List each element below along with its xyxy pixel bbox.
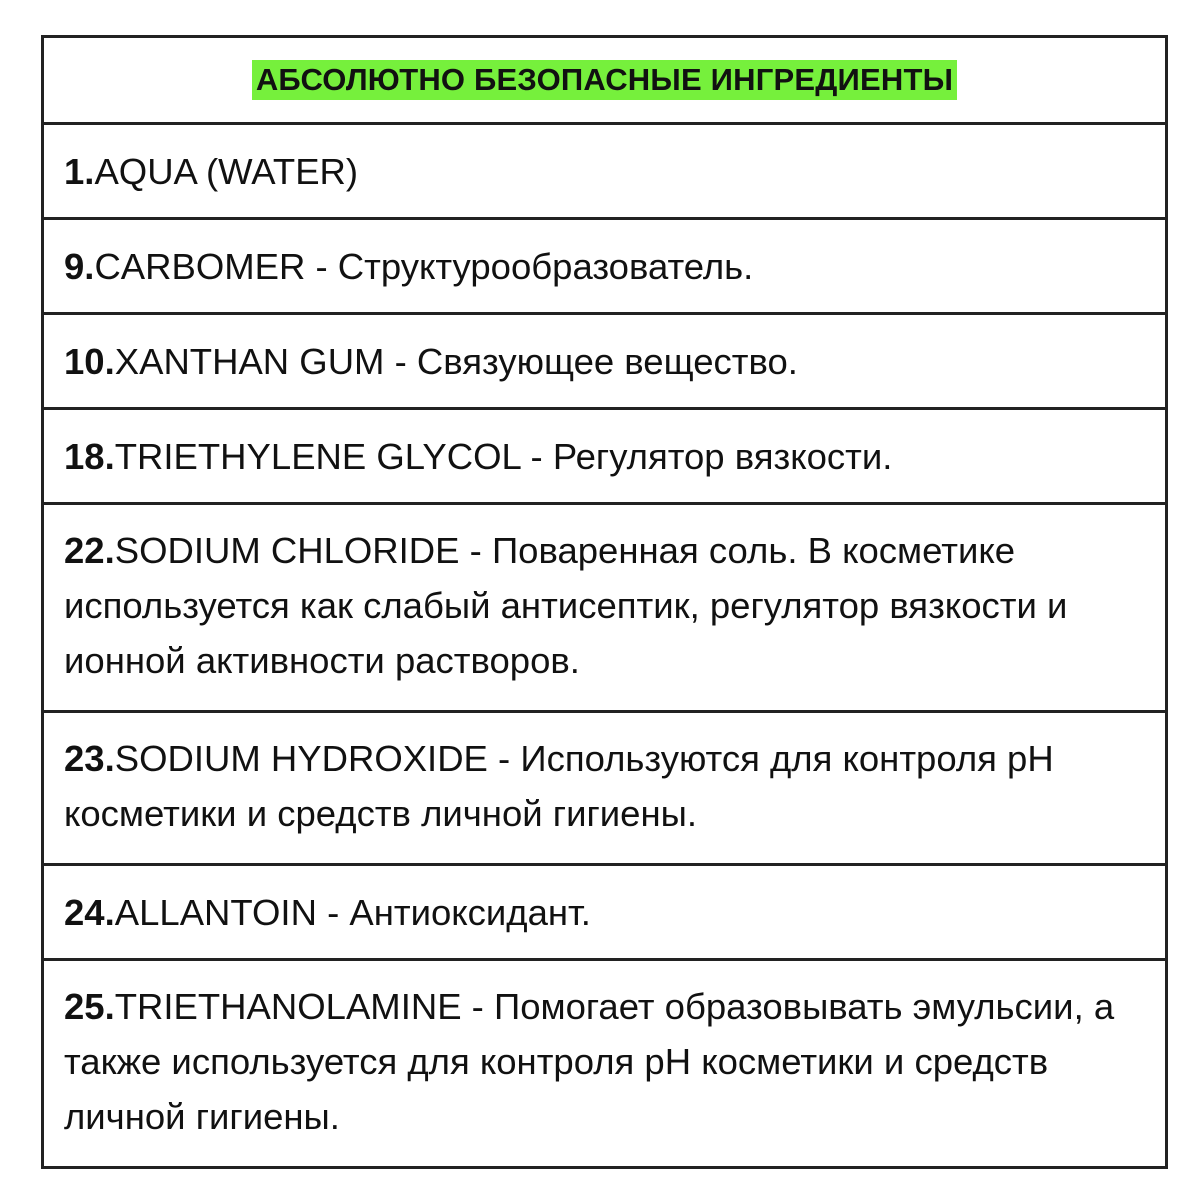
table-row xyxy=(44,958,1165,1166)
row-text: SODIUM HYDROXIDE - Используются для контроля pH косметики и средств личной гигиены. xyxy=(64,738,1054,834)
row-number: 23. xyxy=(64,738,115,779)
row-content xyxy=(64,239,753,294)
ingredients-table xyxy=(41,35,1168,1169)
table-row xyxy=(44,217,1165,312)
table-row xyxy=(44,710,1165,863)
row-text: TRIETHANOLAMINE - Помогает образовывать эмульсии, а также используется для контроля pH косметики и средств личной гигиены. xyxy=(64,986,1115,1137)
row-content xyxy=(64,523,1145,688)
table-row xyxy=(44,312,1165,407)
row-number: 10. xyxy=(64,340,115,382)
table-title: АБСОЛЮТНО БЕЗОПАСНЫЕ ИНГРЕДИЕНТЫ xyxy=(252,60,957,100)
row-content xyxy=(64,144,358,199)
table-row xyxy=(44,407,1165,502)
row-content xyxy=(64,979,1145,1144)
row-text: TRIETHYLENE GLYCOL - Регулятор вязкости. xyxy=(114,435,893,477)
row-content xyxy=(64,885,591,940)
row-number: 18. xyxy=(64,435,115,477)
table-row xyxy=(44,502,1165,710)
row-text: SODIUM CHLORIDE - Поваренная соль. В косметике используется как слабый антисептик, регулятор вязкости и ионной активности растворов. xyxy=(64,530,1068,681)
row-number: 9. xyxy=(64,245,95,287)
table-header xyxy=(44,38,1165,122)
table-row xyxy=(44,122,1165,217)
row-content xyxy=(64,334,798,389)
row-text: XANTHAN GUM - Связующее вещество. xyxy=(114,340,798,382)
row-content xyxy=(64,429,892,484)
row-number: 22. xyxy=(64,530,115,571)
row-number: 25. xyxy=(64,986,115,1027)
row-number: 1. xyxy=(64,150,95,192)
row-text: CARBOMER - Структурообразователь. xyxy=(94,245,754,287)
row-number: 24. xyxy=(64,891,115,933)
table-row xyxy=(44,863,1165,958)
row-content xyxy=(64,731,1145,841)
row-text: AQUA (WATER) xyxy=(94,150,359,192)
row-text: ALLANTOIN - Антиоксидант. xyxy=(114,891,591,933)
